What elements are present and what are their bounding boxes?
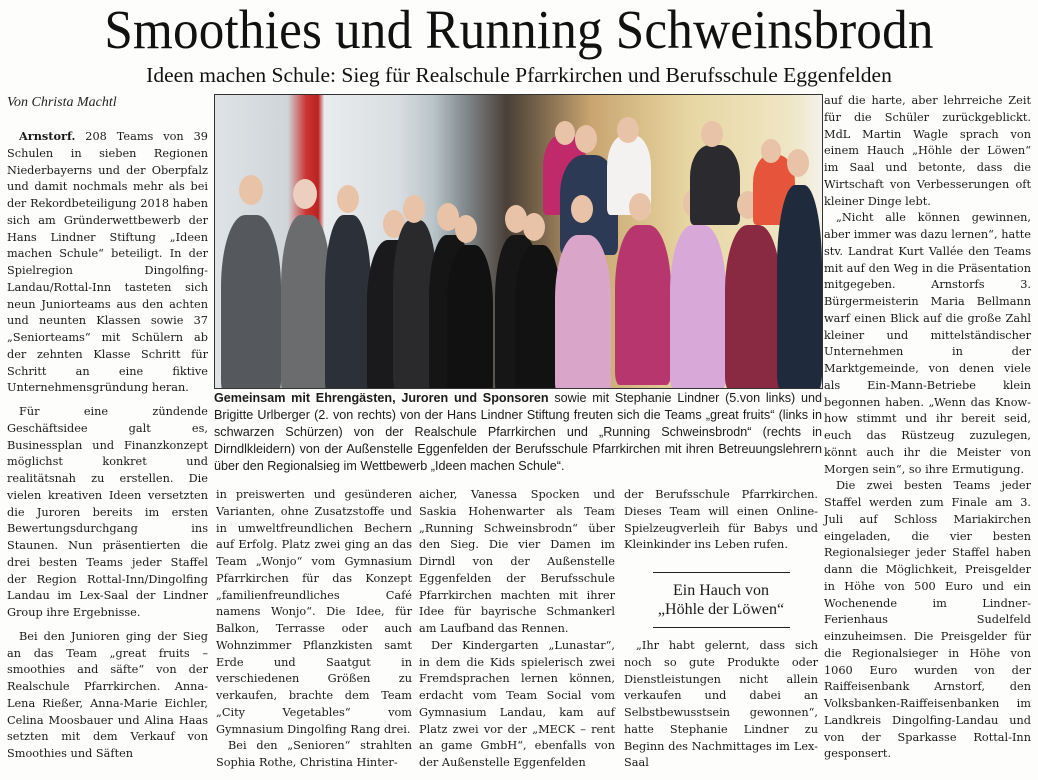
subheading-line-1: Ein Hauch von [673,582,769,599]
subheading-title [624,581,818,619]
article-column-5 [824,93,1031,763]
paragraph: der Berufsschule Pfarrkirchen. Dieses Team will einen Online-Spielzeugverleih für Babys und Kleinkinder ins Leben rufen. [624,488,818,552]
photo-face [787,149,809,177]
photo-person [221,215,281,389]
subheading-line-2: „Höhle der Löwen“ [657,601,785,618]
article-column-4 [624,487,818,772]
photo-person [777,185,822,389]
paragraph: Bei den „Senioren“ strahlten Sophia Rothe, Christina Hinter- [216,739,412,769]
divider [653,572,790,573]
article-column-2 [216,487,412,772]
paragraph: auf die harte, aber lehrreiche Zeit für die Schüler zurückgeblickt. MdL Martin Wagle sprach von einem Hauch „Höhle der Löwen“ im Saal und betonte, dass die Wirtschaft von Verbesserungen oft kleiner Dinge lebt. [824,94,1031,208]
photo-face [239,175,263,205]
byline: Von Christa Machtl [7,95,117,110]
paragraph-text: 208 Teams von 39 Schulen in sieben Regionen Niederbayerns und der Oberpfalz und damit nochmals mehr als bei der Rekordbeteiligung 2018 haben sich am Gründerwettbewerb der Hans Lindner Stiftung „Ideen machen Schule“ beteiligt. In der Spielregion Dingolfing-Landau/Rottal-Inn tasteten sich neun Juniorteams aus den achten und neunten Klassen sowie 37 „Seniorteams“ mit Schülern ab der zehnten Klasse Schritt für Schritt an eine fiktive Unternehmensgründung heran. [7,130,208,395]
paragraph [7,128,208,397]
paragraph: Der Kindergarten „Lunastar“, in dem die Kids spielerisch zwei Fremdsprachen lernen können, erdacht vom Team Social vom Gymnasium Landau, kam auf Platz zwei vor der „MECK – rent an game GmbH“, ebenfalls von der Außenstelle Eggenfelden [419,638,615,769]
paragraph: Bei den Junioren ging der Sieg an das Team „great fruits – smoothies and säfte“ von der Realschule Pfarrkirchen. Anna-Lena Rießer, Anna-Marie Eichler, Celina Moosbauer und Alina Haas setzten mit dem Verkauf von Smoothies und Säften [7,629,208,760]
photo-face [701,121,723,147]
photo-person [690,145,740,225]
photo-face [575,125,597,153]
divider [653,627,790,628]
photo-person [555,235,611,389]
photo-face [337,185,359,213]
subheadline: Ideen machen Schule: Sieg für Realschule Pfarrkirchen und Berufsschule Eggenfelden [146,63,892,87]
photo-face [629,193,651,221]
dateline: Arnstorf. [19,129,76,143]
caption-text: sowie mit Stephanie Lindner (5.von links) und Brigitte Urlberger (2. von rechts) von der Hans Lindner Stiftung freuten sich die Teams „great fruits“ (links in schwarzen Schürzen) von der Realschule Pfarrkirchen und „Running Schweinsbrodn“ (rechts in Dirndlkleidern) von der Außenstelle Eggenfelden der Berufsschule Pfarrkirchen mit ihren Betreuungslehrern über den Regionalsieg im Wettbewerb „Ideen machen Schule“. [214,391,822,473]
group-photo [214,94,823,389]
paragraph: in preiswerten und gesünderen Varianten, ohne Zusatzstoffe und in umweltfreundlichen Bechern auf Erfolg. Platz zwei ging an das Team „Wonjo“ vom Gymnasium Pfarrkirchen für das Konzept „familienfreundliches Café namens Wonjo“. Die Idee, für Balkon, Terrasse oder auch Wohnzimmer Pflanzkisten samt Erde und Saatgut in verschiedenen Größen zu verkaufen, brachte dem Team „City Vegetables“ vom Gymnasium Dingolfing Rang drei. [216,488,412,736]
photo-person [447,245,493,389]
article-column-1 [7,128,208,763]
photo-face [555,121,575,145]
photo-face [571,195,593,223]
paragraph: „Nicht alle können gewinnen, aber immer was dazu lernen“, hatte stv. Landrat Kurt Vallée den Teams mit auf den Weg in die Präsentation mitgegeben. Arnstorfs 3. Bürgermeisterin Maria Bellmann warf einen Blick auf die große Zahl kleiner und mittelständischer Unternehmen in der Marktgemeinde, von denen viele als Ein-Mann-Betriebe klein begonnen haben. „Wenn das Know-how stimmt und ihr bereit seid, euch das Rüstzeug zuzulegen, könnt auch ihr die Meister von Morgen sein“, so ihre Ermutigung. [824,211,1031,476]
photo-face [403,195,425,223]
section-subheading [624,572,818,628]
photo-face [523,213,545,241]
headline: Smoothies und Running Schweinsbrodn [104,0,934,60]
photo-face [455,215,477,243]
photo-face [761,139,781,163]
photo-person [615,225,671,385]
photo-caption [214,390,822,475]
photo-person [325,215,371,389]
photo-person [281,215,331,389]
caption-lead: Gemeinsam mit Ehrengästen, Juroren und Sponsoren [214,391,549,405]
paragraph: Die zwei besten Teams jeder Staffel werden zum Finale am 3. Juli auf Schloss Mariakirchen eingeladen, die vier besten Regionalsieger jeder Staffel haben dann die Möglichkeit, Preisgelder in Höhe von 500 Euro und ein Wochenende im Lindner-Ferienhaus Sudelfeld einzuheimsen. Die Preisgelder für die Regionalsieger in Höhe von 1060 Euro wurden von der Raiffeisenbank Arnstorf, den Volksbanken-Raiffeisenbanken im Landkreis Dingolfing-Landau und von der Sparkasse Rottal-Inn gesponsert. [824,479,1031,761]
paragraph: aicher, Vanessa Spocken und Saskia Hohenwarter als Team „Running Schweinsbrodn“ über den Sieg. Die vier Damen im Dirndl von der Außenstelle Eggenfelden der Berufsschule Pfarrkirchen machten mit ihrer Idee für bayrische Schmankerl am Laufband das Rennen. [419,488,615,635]
article-column-3 [419,487,615,772]
photo-person [670,225,726,389]
paragraph: „Ihr habt gelernt, dass sich noch so gute Produkte oder Dienstleistungen nicht allein verkaufen und dabei an Selbstbewusstsein gewonnen“, hatte Stephanie Lindner zu Beginn des Nachmittages im Lex-Saal [624,639,818,770]
photo-face [617,117,639,143]
paragraph: Für eine zündende Geschäftsidee galt es, Businessplan und Finanzkonzept möglichst konkret und realitätsnah zu erstellen. Die vielen kreativen Ideen versetzten die Juroren bereits im ersten Bewertungsdurchgang ins Staunen. Nun präsentierten die drei besten Teams jeder Staffel der Region Rottal-Inn/Dingolfing Landau im Lex-Saal der Lindner Group ihre Ergebnisse. [7,405,208,619]
photo-face [293,179,317,209]
photo-person [725,225,781,389]
